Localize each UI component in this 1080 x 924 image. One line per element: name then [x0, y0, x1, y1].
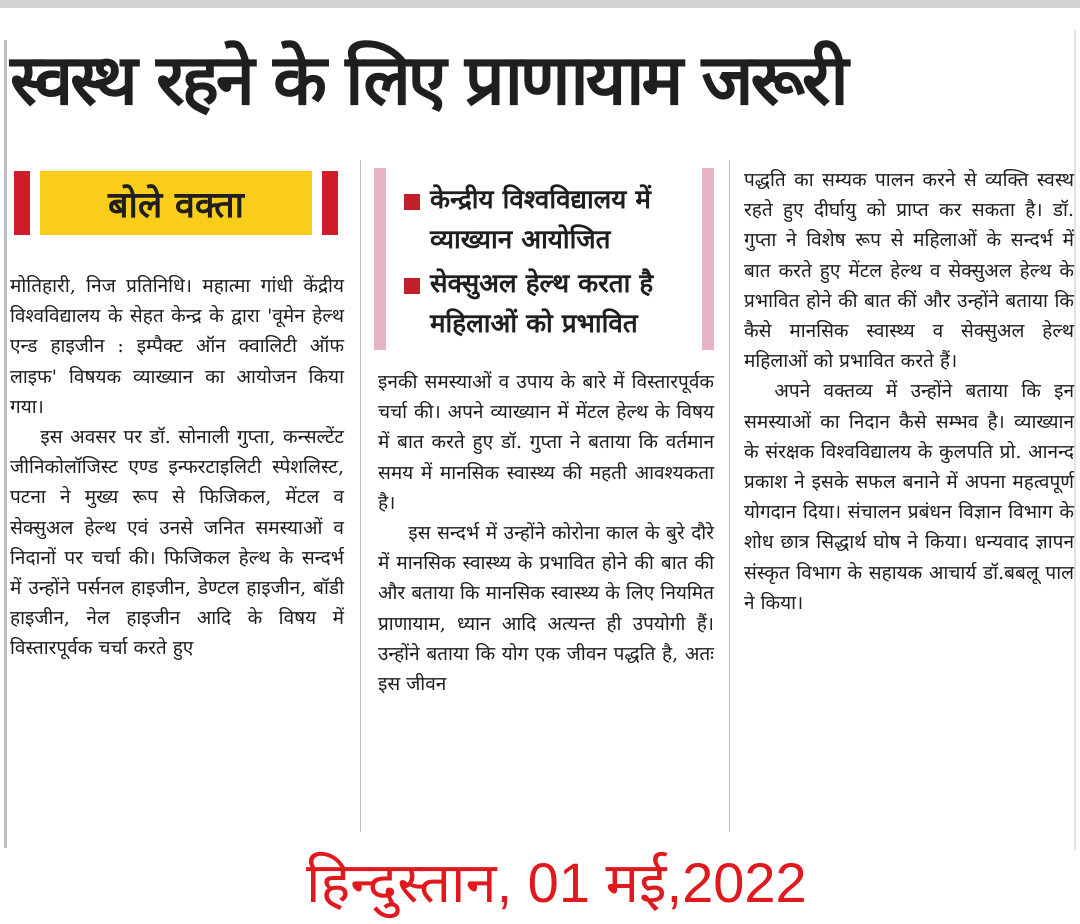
bullet-square-icon: [404, 194, 420, 210]
paragraph: मोतिहारी, निज प्रतिनिधि। महात्मा गांधी केंद्रीय विश्वविद्यालय के सेहत केन्द्र के द्वारा 'वूमेन हेल्थ एन्ड हाइजीन : इम्पैक्ट ऑन क्वालिटी ऑफ लाइफ' विषयक व्याख्यान का आयोजन किया गया।: [10, 275, 344, 418]
badge-label: बोले वक्ता: [40, 171, 312, 235]
paragraph: अपने वक्तव्य में उन्होंने बताया कि इन समस्याओं का निदान कैसे सम्भव है। व्याख्यान के संरक्षक विश्वविद्यालय के कुलपति प्रो. आनन्द प्रकाश ने इसके सफल बनाने में अपना महत्वपूर्ण योगदान दिया। संचालन प्रबंधन विज्ञान विभाग के शोध छात्र सिद्धार्थ घोष ने किया। धन्यवाद ज्ञापन संस्कृत विभाग के सहायक आचार्य डॉ.बबलू पाल ने किया।: [744, 380, 1074, 614]
article-column-2: [378, 367, 714, 699]
badge-right-bar: [322, 171, 338, 235]
left-margin-rule: [4, 40, 7, 848]
right-margin-rule: [1074, 30, 1076, 850]
highlight-text: केन्द्रीय विश्वविद्यालय में व्याख्यान आयोजित: [430, 185, 651, 255]
highlights-box: [374, 168, 714, 350]
paragraph: इस सन्दर्भ में उन्होंने कोरोना काल के बुरे दौरे में मानसिक स्वास्थ्य के प्रभावित होने की बात की और बताया कि मानसिक स्वास्थ्य के लिए नियमित प्राणायाम, ध्यान आदि अत्यन्त ही उपयोगी हैं। उन्होंने बताया कि योग एक जीवन पद्धति है, अतः इस जीवन: [378, 522, 714, 696]
paragraph: इनकी समस्याओं व उपाय के बारे में विस्तारपूर्वक चर्चा की। अपने व्याख्यान में मेंटल हेल्थ के विषय में बात करते हुए डॉ. गुप्ता ने बताया कि वर्तमान समय में मानसिक स्वास्थ्य की महती आवश्यकता है।: [378, 371, 714, 514]
badge-left-bar: [14, 171, 30, 235]
paragraph: पद्धति का सम्यक पालन करने से व्यक्ति स्वस्थ रहते हुए दीर्घायु को प्राप्त कर सकता है। डॉ. गुप्ता ने विशेष रूप से महिलाओं के सन्दर्भ में बात करते हुए मेंटल हेल्थ व सेक्सुअल हेल्थ के प्रभावित होने की बात कीं और उन्होंने बताया कि कैसे मानसिक स्वास्थ्य व सेक्सुअल हेल्थ महिलाओं को प्रभावित करते हैं।: [744, 169, 1074, 373]
paragraph: इस अवसर पर डॉ. सोनाली गुप्ता, कन्सल्टेंट जीनिकोलॉजिस्ट एण्ड इन्फरटाइलिटी स्पेशलिस्ट, पटना ने मुख्य रूप से फिजिकल, मेंटल व सेक्सुअल हेल्थ एवं उनसे जनित समस्याओं व निदानों पर चर्चा की। फिजिकल हेल्थ के सन्दर्भ में उन्होंने पर्सनल हाइजीन, डेण्टल हाइजीन, बॉडी हाइजीन, नेल हाइजीन आदि के विषय में विस्तारपूर्वक चर्चा करते हुए: [10, 426, 344, 660]
article-headline: स्वस्थ रहने के लिए प्राणायाम जरूरी: [10, 39, 846, 121]
column-divider: [729, 160, 730, 832]
highlight-item: [404, 180, 696, 260]
speaker-badge: [14, 171, 338, 235]
highlights-left-bar: [374, 168, 386, 350]
article-column-1: [10, 271, 344, 664]
bullet-square-icon: [404, 278, 420, 294]
highlights-right-bar: [702, 168, 714, 350]
highlight-text: सेक्सुअल हेल्थ करता है महिलाओं को प्रभावित: [430, 269, 654, 339]
highlight-item: [404, 264, 696, 344]
article-column-3: [744, 165, 1074, 618]
source-caption: हिन्दुस्तान, 01 मई,2022: [306, 851, 807, 914]
top-edge-band: [0, 0, 1080, 8]
column-divider: [360, 160, 361, 832]
